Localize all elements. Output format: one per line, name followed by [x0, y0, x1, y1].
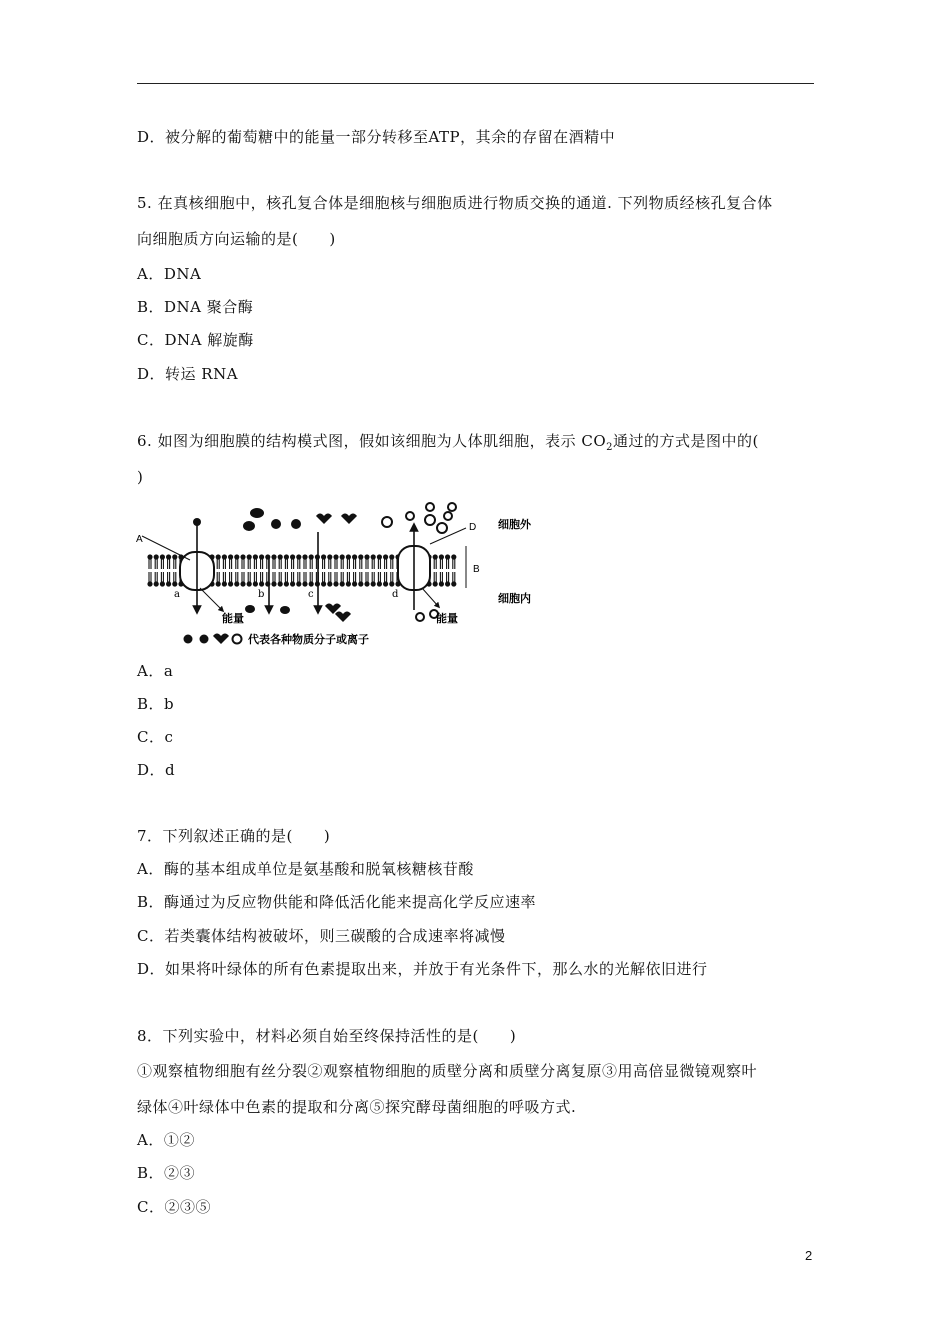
circle-molecule: [426, 503, 434, 511]
phospholipid-lower: [216, 572, 221, 587]
phospholipid-upper: [327, 554, 332, 569]
phospholipid-upper: [377, 554, 382, 569]
phospholipid-lower: [346, 572, 351, 587]
phospholipid-upper: [358, 554, 363, 569]
q8-stem: 8．下列实验中，材料必须自始至终保持活性的是( ): [137, 1027, 517, 1045]
phospholipid-lower: [253, 572, 258, 587]
circle-molecule: [382, 517, 392, 527]
phospholipid-lower: [166, 572, 171, 587]
phospholipid-lower: [352, 572, 357, 587]
phospholipid-lower: [228, 572, 233, 587]
phospholipid-lower: [271, 572, 276, 587]
q7-option-a: A．酶的基本组成单位是氨基酸和脱氧核糖核苷酸: [137, 860, 474, 878]
circle-molecule: [425, 515, 435, 525]
phospholipid-lower: [364, 572, 369, 587]
phospholipid-lower: [389, 572, 394, 587]
heart-molecule: [316, 514, 332, 525]
legend-heart: [213, 634, 229, 645]
header-rule: [137, 83, 814, 84]
phospholipid-lower: [240, 572, 245, 587]
phospholipid-upper: [172, 554, 177, 569]
dot-molecule: [193, 518, 201, 526]
q6-stem-line1: 6. 如图为细胞膜的结构模式图，假如该细胞为人体肌细胞，表示 $CO_2$通过的方式是图中的(: [137, 432, 759, 453]
dot-molecule: [245, 605, 255, 613]
phospholipid-upper: [352, 554, 357, 569]
phospholipid-upper: [302, 554, 307, 569]
phospholipid-upper: [333, 554, 338, 569]
label-B: B: [473, 564, 480, 575]
q5-option-d: D．转运 RNA: [137, 365, 239, 383]
phospholipid-upper: [271, 554, 276, 569]
phospholipid-upper: [234, 554, 239, 569]
q7-stem: 7．下列叙述正确的是( ): [137, 827, 331, 845]
q4-option-d: D．被分解的葡萄糖中的能量一部分转移至ATP，其余的存留在酒精中: [137, 128, 616, 146]
q5-stem-line2: 向细胞质方向运输的是( ): [137, 230, 336, 248]
phospholipid-lower: [284, 572, 289, 587]
phospholipid-upper: [383, 554, 388, 569]
phospholipid-upper: [439, 554, 444, 569]
q8-option-a: A．①②: [137, 1131, 195, 1149]
phospholipid-upper: [253, 554, 258, 569]
q6-option-c: C．c: [137, 728, 174, 746]
phospholipid-upper: [154, 554, 159, 569]
legend-text: 代表各种物质分子或离子: [248, 633, 369, 646]
phospholipid-upper: [247, 554, 252, 569]
circle-molecule: [406, 512, 414, 520]
phospholipid-lower: [451, 572, 456, 587]
label-D: D: [469, 522, 477, 533]
phospholipid-upper: [290, 554, 295, 569]
label-a: a: [174, 589, 180, 600]
phospholipid-upper: [445, 554, 450, 569]
phospholipid-lower: [309, 572, 314, 587]
q6-option-a: A．a: [137, 662, 174, 680]
phospholipid-lower: [321, 572, 326, 587]
circle-molecule: [444, 512, 452, 520]
phospholipid-upper: [309, 554, 314, 569]
phospholipid-lower: [340, 572, 345, 587]
phospholipid-lower: [234, 572, 239, 587]
label-b: b: [258, 589, 265, 600]
circle-molecule: [437, 523, 447, 533]
heart-molecule: [335, 612, 351, 623]
heart-molecule: [341, 514, 357, 525]
phospholipid-lower: [296, 572, 301, 587]
q5-option-c: C．DNA 解旋酶: [137, 331, 254, 349]
cell-membrane-diagram: [130, 502, 560, 652]
q5-option-a: A．DNA: [137, 265, 202, 283]
phospholipid-lower: [160, 572, 165, 587]
phospholipid-upper: [166, 554, 171, 569]
pointer-energy-left: [200, 588, 222, 610]
phospholipid-lower: [327, 572, 332, 587]
phospholipid-lower: [172, 572, 177, 587]
pointer-D: [430, 528, 466, 544]
phospholipid-upper: [240, 554, 245, 569]
phospholipid-upper: [364, 554, 369, 569]
phospholipid-upper: [222, 554, 227, 569]
phospholipid-upper: [216, 554, 221, 569]
q8-option-b: B．②③: [137, 1164, 196, 1182]
phospholipid-upper: [389, 554, 394, 569]
phospholipid-lower: [377, 572, 382, 587]
q6-option-d: D．d: [137, 761, 176, 779]
phospholipid-lower: [290, 572, 295, 587]
phospholipid-lower: [222, 572, 227, 587]
phospholipid-upper: [147, 554, 152, 569]
phospholipid-upper: [451, 554, 456, 569]
circle-molecule: [416, 613, 424, 621]
page-number: 2: [805, 1248, 813, 1263]
phospholipid-lower: [433, 572, 438, 587]
q8-option-c: C．②③⑤: [137, 1198, 211, 1216]
phospholipid-upper: [259, 554, 264, 569]
q6-stem-line2: ): [137, 468, 144, 486]
dot-molecule: [280, 606, 290, 614]
circle-molecule: [448, 503, 456, 511]
pointer-energy-right: [422, 588, 438, 606]
phospholipid-upper: [346, 554, 351, 569]
label-outside: 细胞外: [498, 518, 531, 531]
phospholipid-lower: [371, 572, 376, 587]
phospholipid-lower: [333, 572, 338, 587]
dot-molecule: [271, 519, 281, 529]
phospholipid-lower: [358, 572, 363, 587]
q8-items-line2: 绿体④叶绿体中色素的提取和分离⑤探究酵母菌细胞的呼吸方式.: [137, 1098, 577, 1116]
dot-molecule: [291, 519, 301, 529]
q7-option-d: D．如果将叶绿体的所有色素提取出来，并放于有光条件下，那么水的光解依旧进行: [137, 960, 708, 978]
dot-molecule: [243, 521, 255, 531]
q6-option-b: B．b: [137, 695, 175, 713]
phospholipid-lower: [147, 572, 152, 587]
label-energy-right: 能量: [436, 612, 458, 625]
phospholipid-lower: [445, 572, 450, 587]
phospholipid-upper: [160, 554, 165, 569]
q5-option-b: B．DNA 聚合酶: [137, 298, 254, 316]
legend-circle: [233, 635, 242, 644]
phospholipid-lower: [439, 572, 444, 587]
phospholipid-upper: [321, 554, 326, 569]
phospholipid-upper: [340, 554, 345, 569]
dot-molecule: [250, 508, 264, 518]
q5-stem-line1: 5. 在真核细胞中，核孔复合体是细胞核与细胞质进行物质交换的通道. 下列物质经核孔复合体: [137, 194, 773, 212]
label-inside: 细胞内: [498, 592, 531, 605]
phospholipid-lower: [383, 572, 388, 587]
phospholipid-lower: [278, 572, 283, 587]
legend-dot: [200, 635, 209, 644]
legend-dot: [184, 635, 193, 644]
phospholipid-upper: [278, 554, 283, 569]
phospholipid-lower: [259, 572, 264, 587]
label-energy-left: 能量: [222, 612, 244, 625]
label-d: d: [392, 589, 399, 600]
phospholipid-upper: [296, 554, 301, 569]
phospholipid-upper: [284, 554, 289, 569]
q8-items-line1: ①观察植物细胞有丝分裂②观察植物细胞的质壁分离和质壁分离复原③用高倍显微镜观察叶: [137, 1062, 758, 1080]
q7-option-b: B．酶通过为反应物供能和降低活化能来提高化学反应速率: [137, 893, 537, 911]
label-c: c: [308, 589, 314, 600]
label-A: A: [136, 534, 143, 545]
phospholipid-upper: [371, 554, 376, 569]
phospholipid-lower: [154, 572, 159, 587]
q7-option-c: C．若类囊体结构被破坏，则三碳酸的合成速率将减慢: [137, 927, 506, 945]
phospholipid-upper: [433, 554, 438, 569]
phospholipid-upper: [228, 554, 233, 569]
phospholipid-lower: [302, 572, 307, 587]
phospholipid-lower: [247, 572, 252, 587]
